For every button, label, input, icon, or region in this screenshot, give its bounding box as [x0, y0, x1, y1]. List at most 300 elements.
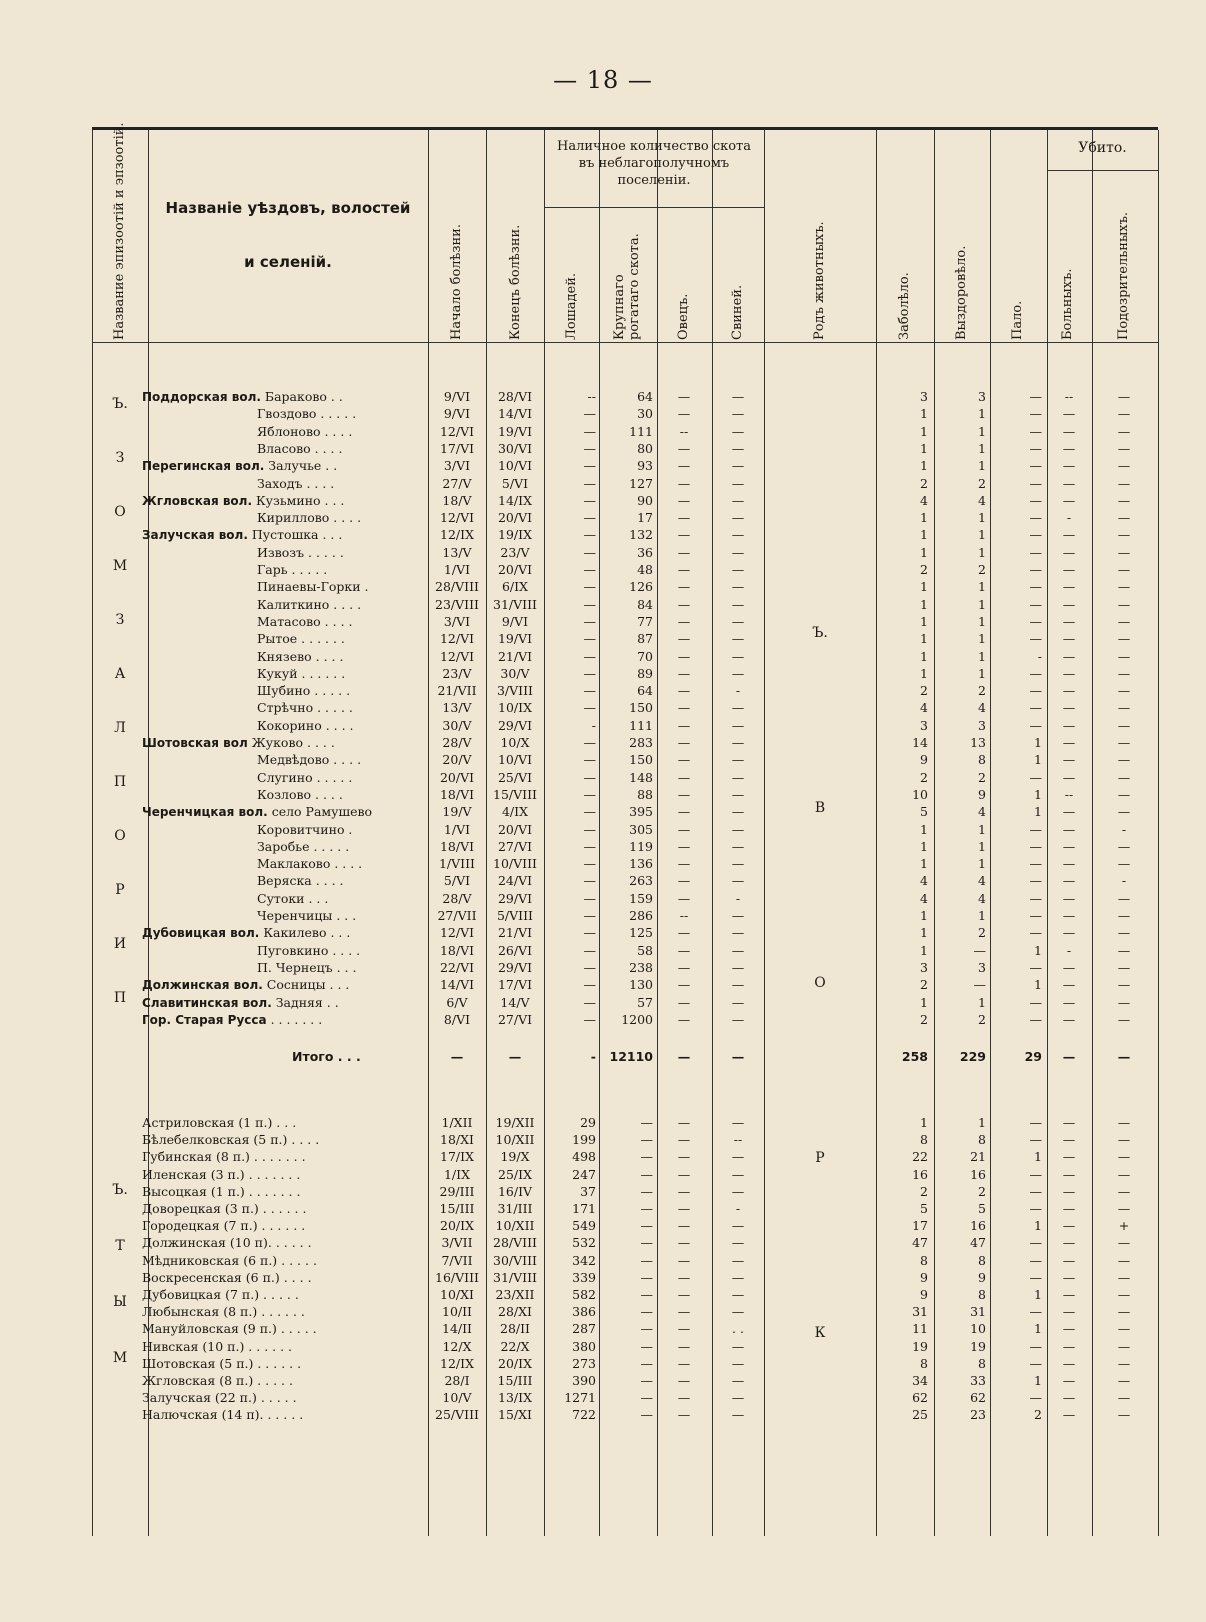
cell-h: —: [583, 475, 596, 491]
header-sheep: Овецъ.: [676, 293, 691, 340]
cell-kp: —: [1117, 613, 1131, 629]
cell-e: 28/VIII: [493, 1235, 537, 1251]
cell-kp: —: [1117, 1321, 1131, 1337]
cell-p: —: [731, 1149, 745, 1165]
settlement-label: Сутоки . . .: [257, 890, 329, 906]
cell-o: —: [677, 1321, 691, 1337]
settlement-label: Рытое . . . . . .: [257, 631, 345, 647]
settlement-name: [142, 1148, 306, 1166]
cell-h: 342: [572, 1252, 596, 1268]
settlement-label: село Рамушево: [271, 804, 373, 820]
cell-h: 287: [572, 1321, 596, 1337]
cell-s: 12/VI: [439, 423, 475, 439]
cell-c: —: [640, 1390, 653, 1406]
cell-y: 1: [978, 613, 986, 629]
table-row: [92, 959, 1158, 977]
cell-h: —: [583, 492, 596, 508]
table-row: [92, 1303, 1158, 1321]
cell-y: 2: [978, 562, 986, 577]
cell-y: 1: [978, 665, 986, 681]
cell-c: —: [640, 1166, 653, 1182]
settlement-label: Кокорино . . . .: [257, 717, 354, 733]
cell-e: 31/III: [497, 1201, 533, 1216]
volost-name: Поддорская вол.: [142, 390, 261, 404]
cell-c: 119: [629, 838, 653, 854]
settlement-name: [257, 751, 361, 769]
cell-z: 1: [920, 406, 928, 422]
cell-h: 247: [572, 1166, 596, 1182]
cell-o: —: [677, 596, 691, 612]
cell-c: —: [640, 1132, 653, 1148]
cell-e: 3/VIII: [496, 683, 533, 699]
cell-kp: —: [1117, 631, 1131, 647]
cell-s: 3/VII: [441, 1235, 473, 1251]
cell-p: —: [731, 631, 745, 647]
settlement-name: [142, 803, 372, 821]
settlement-label: Должинская (10 п). . . . . .: [142, 1235, 312, 1251]
cell-e: 4/IX: [501, 804, 528, 820]
cell-kp: —: [1117, 492, 1131, 508]
cell-p: —: [731, 1183, 745, 1199]
cell-y: 4: [978, 492, 986, 508]
cell-s: 12/X: [442, 1338, 472, 1354]
cell-d: —: [1029, 1269, 1042, 1285]
header-start: Начало болѣзни.: [449, 224, 464, 340]
cell-p: —: [731, 1166, 745, 1182]
cell-e: 25/VI: [497, 769, 533, 785]
volost-name: Шотовская вол: [142, 736, 248, 750]
cell-e: 20/VI: [497, 821, 533, 837]
cell-h: —: [583, 1011, 596, 1027]
cell-s: 5/VI: [443, 873, 471, 889]
cell-s: 13/V: [442, 544, 472, 560]
cell-z: 1: [920, 925, 928, 941]
cell-z: 9: [920, 752, 928, 768]
cell-d: —: [1029, 838, 1042, 854]
settlement-label: Налючская (14 п). . . . . .: [142, 1407, 304, 1423]
table-row: [92, 1355, 1158, 1373]
cell-z: 2: [920, 683, 928, 699]
cell-e: 10/IX: [498, 700, 532, 716]
table-row: [92, 1234, 1158, 1252]
cell-y: 8: [978, 752, 986, 768]
table-row: [92, 699, 1158, 717]
settlement-name: [142, 1303, 305, 1321]
cell-o: —: [677, 769, 691, 785]
cell-d: —: [1029, 856, 1042, 872]
cell-e: 23/V: [500, 544, 530, 560]
cell-o: —: [677, 717, 691, 733]
cell-o: —: [677, 700, 691, 716]
settlement-label: Веряска . . . .: [257, 873, 344, 889]
settlement-label: Заходъ . . . .: [257, 475, 335, 491]
cell-s: 14/VI: [439, 977, 475, 993]
cell-y: 1: [978, 579, 986, 595]
cell-c: —: [640, 1201, 653, 1216]
settlement-name: [257, 769, 352, 787]
cell-y: 4: [978, 890, 986, 906]
settlement-label: Городецкая (7 п.) . . . . . .: [142, 1218, 306, 1234]
cell-s: 9/VI: [443, 389, 471, 404]
cell-z: 8: [920, 1132, 928, 1148]
cell-z: 4: [920, 873, 928, 889]
cell-p: —: [731, 579, 745, 595]
cell-s: 14/II: [442, 1321, 472, 1337]
cell-d: —: [1029, 873, 1042, 889]
table-row: [92, 1406, 1158, 1424]
cell-d: —: [1029, 613, 1042, 629]
cell-p: —: [731, 1355, 745, 1371]
settlement-name: [142, 1286, 299, 1304]
header-died: Пало.: [1010, 300, 1025, 340]
cell-kb: —: [1062, 423, 1076, 439]
table-row: [92, 561, 1158, 579]
cell-o: —: [677, 1338, 691, 1354]
side-letter: Л: [114, 720, 126, 736]
settlement-label: Воскресенская (6 п.) . . . .: [142, 1269, 312, 1285]
cell-c: —: [640, 1287, 653, 1302]
cell-p: —: [731, 994, 745, 1010]
table-row: [92, 440, 1158, 458]
cell-e: 15/III: [497, 1373, 533, 1388]
cell-kb: —: [1062, 959, 1076, 975]
cell-o: —: [677, 475, 691, 491]
cell-z: 1: [920, 423, 928, 439]
cell-d: 1: [1034, 752, 1042, 768]
header-animal-kind: Родъ животныхъ.: [812, 221, 827, 340]
cell-c: 64: [637, 683, 653, 699]
cell-o: —: [677, 458, 691, 474]
cell-h: —: [583, 544, 596, 560]
cell-c: 150: [629, 752, 653, 768]
cell-kb: —: [1062, 406, 1076, 422]
cell-o: —: [677, 1355, 691, 1371]
cell-p: —: [731, 562, 745, 577]
cell-c: 77: [637, 613, 653, 629]
cell-z: 1: [920, 527, 928, 543]
cell-h: —: [583, 562, 596, 577]
settlement-label: Пустошка . . .: [251, 527, 343, 543]
cell-s: 10/XI: [440, 1287, 474, 1302]
settlement-label: Кузьмино . . .: [256, 492, 345, 508]
cell-e: 27/VI: [497, 1011, 533, 1027]
cell-d: —: [1029, 579, 1042, 595]
cell-y: 5: [978, 1201, 986, 1216]
settlement-name: [257, 872, 344, 890]
settlement-label: Иленская (3 п.) . . . . . . .: [142, 1166, 301, 1182]
cell-c: 395: [629, 804, 653, 820]
cell-d: 1: [1034, 735, 1042, 750]
cell-h: —: [583, 440, 596, 456]
cell-d: 1: [1034, 1321, 1042, 1337]
settlement-label: Коровитчино .: [257, 821, 353, 837]
cell-kp: —: [1117, 769, 1131, 785]
cell-e: 29/VI: [497, 959, 533, 975]
header-killed-sick: Больныхъ.: [1060, 268, 1075, 340]
cell-y: —: [973, 942, 986, 958]
settlement-label: Шотовская (5 п.) . . . . . .: [142, 1355, 302, 1371]
header-horses: Лошадей.: [564, 272, 579, 340]
settlement-name: [142, 1114, 296, 1132]
settlement-label: Высоцкая (1 п.) . . . . . . .: [142, 1183, 301, 1199]
cell-h: —: [583, 735, 596, 750]
cell-s: 25/VIII: [435, 1407, 479, 1423]
settlement-name: [257, 682, 350, 700]
cell-kb: —: [1062, 613, 1076, 629]
cell-o: —: [677, 1132, 691, 1148]
cell-kp: —: [1117, 994, 1131, 1010]
settlement-label: Пуговкино . . . .: [257, 942, 361, 958]
cell-e: 28/VI: [497, 389, 533, 404]
cell-y: 4: [978, 873, 986, 889]
cell-p: —: [731, 406, 745, 422]
cell-o: —: [677, 735, 691, 750]
cell-h: 532: [572, 1235, 596, 1251]
cell-p: —: [731, 475, 745, 491]
settlement-name: [142, 976, 349, 994]
cell-h: --: [587, 389, 596, 404]
cell-z: 9: [920, 1287, 928, 1302]
cell-kb: —: [1062, 1407, 1076, 1423]
cell-e: 5/VI: [501, 475, 529, 491]
cell-s: 1/IX: [443, 1166, 470, 1182]
table-row: [92, 648, 1158, 666]
cell-d: —: [1029, 1235, 1042, 1251]
cell-h: -: [591, 717, 596, 733]
side-letter: П: [113, 774, 127, 790]
settlement-label: Слугино . . . . .: [257, 769, 353, 785]
cell-e: 22/X: [500, 1338, 530, 1354]
cell-h: —: [583, 631, 596, 647]
cell-d: —: [1029, 389, 1042, 404]
cell-h: —: [583, 423, 596, 439]
cell-z: 1: [920, 440, 928, 456]
cell-s: 1/VI: [443, 562, 471, 577]
cell-kp: —: [1117, 717, 1131, 733]
cell-p: —: [731, 648, 745, 664]
settlement-name: [257, 405, 356, 423]
cell-d: 2: [1034, 1407, 1042, 1423]
settlement-name: [257, 821, 352, 839]
table-row: [92, 1011, 1158, 1029]
cell-z: 1: [920, 665, 928, 681]
cell-kp: —: [1117, 1252, 1131, 1268]
cell-o: —: [677, 752, 691, 768]
cell-z: 1: [920, 613, 928, 629]
cell-y: 47: [970, 1235, 986, 1251]
side-letter: Ъ.: [112, 1182, 128, 1198]
cell-y: 31: [970, 1304, 986, 1320]
cell-e: 20/VI: [497, 510, 533, 526]
cell-z: 4: [920, 890, 928, 906]
cell-p: —: [731, 1049, 745, 1064]
cell-y: 2: [978, 1183, 986, 1199]
cell-p: —: [731, 735, 745, 750]
cell-o: —: [677, 977, 691, 993]
cell-p: —: [731, 700, 745, 716]
cell-s: 28/V: [442, 890, 472, 906]
cell-z: 2: [920, 1183, 928, 1199]
cell-s: 20/VI: [439, 769, 475, 785]
cell-kb: -: [1066, 510, 1072, 526]
side-letter: Ы: [113, 1294, 127, 1310]
cell-e: 30/V: [500, 665, 530, 681]
cell-h: —: [583, 579, 596, 595]
volost-name: Жгловская вол.: [142, 493, 253, 508]
cell-y: 13: [970, 735, 986, 750]
settlement-label: Стрѣчно . . . . .: [257, 700, 353, 716]
cell-y: 1: [978, 544, 986, 560]
cell-z: 1: [920, 458, 928, 474]
table-row: [92, 492, 1158, 510]
cell-h: —: [583, 527, 596, 543]
cell-kp: —: [1117, 959, 1131, 975]
settlement-label: Любынская (8 п.) . . . . . .: [142, 1304, 305, 1320]
settlement-label: Извозъ . . . . .: [257, 544, 344, 560]
cell-d: —: [1029, 423, 1042, 439]
cell-z: 8: [920, 1355, 928, 1371]
cell-kp: —: [1117, 1269, 1131, 1285]
settlement-label: Сосницы . . .: [266, 977, 350, 993]
cell-c: 88: [637, 786, 653, 802]
cell-p: —: [731, 1269, 745, 1285]
cell-z: 1: [920, 856, 928, 872]
cell-z: 14: [912, 735, 928, 750]
settlement-label: Залучье . .: [268, 458, 338, 474]
cell-e: 6/IX: [501, 579, 528, 595]
cell-p: —: [731, 613, 745, 629]
side-letter: О: [814, 975, 826, 991]
settlement-label: Астриловская (1 п.) . . .: [142, 1115, 297, 1130]
cell-o: —: [677, 683, 691, 699]
settlement-name: [142, 994, 339, 1012]
side-letter: Т: [115, 1238, 125, 1254]
cell-o: —: [677, 959, 691, 975]
cell-kp: -: [1121, 821, 1127, 837]
cell-y: 1: [978, 423, 986, 439]
cell-s: 1/VIII: [438, 856, 475, 872]
cell-o: —: [677, 1201, 691, 1216]
cell-s: 9/VI: [443, 406, 471, 422]
cell-c: —: [640, 1338, 653, 1354]
cell-s: 17/IX: [440, 1149, 474, 1165]
volost-name: Должинская вол.: [142, 978, 263, 993]
cell-z: 1: [920, 994, 928, 1010]
cell-c: 150: [629, 700, 653, 716]
cell-kb: —: [1062, 856, 1076, 872]
cell-o: —: [677, 994, 691, 1010]
cell-c: 305: [629, 821, 653, 837]
cell-d: —: [1029, 458, 1042, 474]
settlement-name: [142, 1252, 317, 1270]
settlement-name: [142, 457, 337, 475]
cell-d: 1: [1034, 804, 1042, 820]
cell-z: 17: [912, 1218, 928, 1234]
table-row: [92, 1200, 1158, 1218]
cell-e: 23/XII: [495, 1287, 535, 1302]
cell-p: —: [731, 977, 745, 993]
cell-d: —: [1029, 683, 1042, 699]
table-row: [92, 1372, 1158, 1390]
cell-h: 549: [572, 1218, 596, 1234]
settlement-name: [142, 1372, 293, 1390]
cell-s: —: [450, 1049, 464, 1064]
settlement-label: Бараково . .: [264, 389, 343, 404]
cell-h: —: [583, 510, 596, 526]
settlement-name: [142, 388, 343, 406]
cell-y: 9: [978, 1269, 986, 1285]
settlement-name: [257, 942, 360, 960]
cell-h: —: [583, 977, 596, 993]
cell-s: 20/IX: [440, 1218, 474, 1234]
cell-z: 3: [920, 959, 928, 975]
cell-h: 339: [572, 1269, 596, 1285]
table-row: [92, 1389, 1158, 1407]
cell-d: —: [1029, 959, 1042, 975]
cell-kb: —: [1062, 579, 1076, 595]
cell-kb: —: [1062, 1287, 1076, 1302]
settlement-name: [257, 630, 345, 648]
data-table: [92, 122, 1158, 1536]
cell-kb: —: [1062, 492, 1076, 508]
cell-kp: —: [1117, 1149, 1131, 1165]
settlement-name: [257, 596, 361, 614]
cell-z: 1: [920, 821, 928, 837]
cell-kb: —: [1062, 683, 1076, 699]
cell-d: —: [1029, 440, 1042, 456]
table-row: [92, 630, 1158, 648]
cell-kp: —: [1117, 1166, 1131, 1182]
cell-e: 26/VI: [497, 942, 533, 958]
side-letter: З: [115, 450, 125, 466]
settlement-label: Яблоново . . . .: [257, 423, 353, 439]
cell-d: —: [1029, 510, 1042, 526]
cell-h: —: [583, 994, 596, 1010]
cell-kp: —: [1117, 977, 1131, 993]
settlement-name: [257, 907, 356, 925]
cell-y: 1: [978, 631, 986, 647]
cell-c: 70: [637, 648, 653, 664]
cell-h: —: [583, 665, 596, 681]
cell-kb: —: [1062, 1132, 1076, 1148]
cell-c: —: [640, 1183, 653, 1199]
cell-kp: —: [1117, 890, 1131, 906]
cell-kb: —: [1062, 977, 1076, 993]
cell-y: 8: [978, 1287, 986, 1302]
cell-o: —: [677, 492, 691, 508]
cell-p: -: [735, 683, 741, 699]
cell-d: —: [1029, 1338, 1042, 1354]
cell-o: —: [677, 1011, 691, 1027]
settlement-name: [257, 475, 334, 493]
volost-name: Гор. Старая Русса: [142, 1012, 267, 1027]
cell-d: —: [1029, 890, 1042, 906]
cell-kp: —: [1117, 648, 1131, 664]
cell-h: —: [583, 838, 596, 854]
settlement-label: Власово . . . .: [257, 440, 343, 456]
side-letter: К: [814, 1325, 826, 1341]
cell-d: —: [1029, 596, 1042, 612]
cell-e: 31/VIII: [493, 1269, 537, 1285]
cell-d: —: [1029, 492, 1042, 508]
cell-y: 1: [978, 406, 986, 422]
cell-o: —: [677, 838, 691, 854]
cell-s: 20/V: [442, 752, 472, 768]
cell-z: 16: [912, 1166, 928, 1182]
cell-p: —: [731, 769, 745, 785]
cell-kp: —: [1117, 908, 1131, 923]
cell-o: —: [677, 1049, 691, 1064]
